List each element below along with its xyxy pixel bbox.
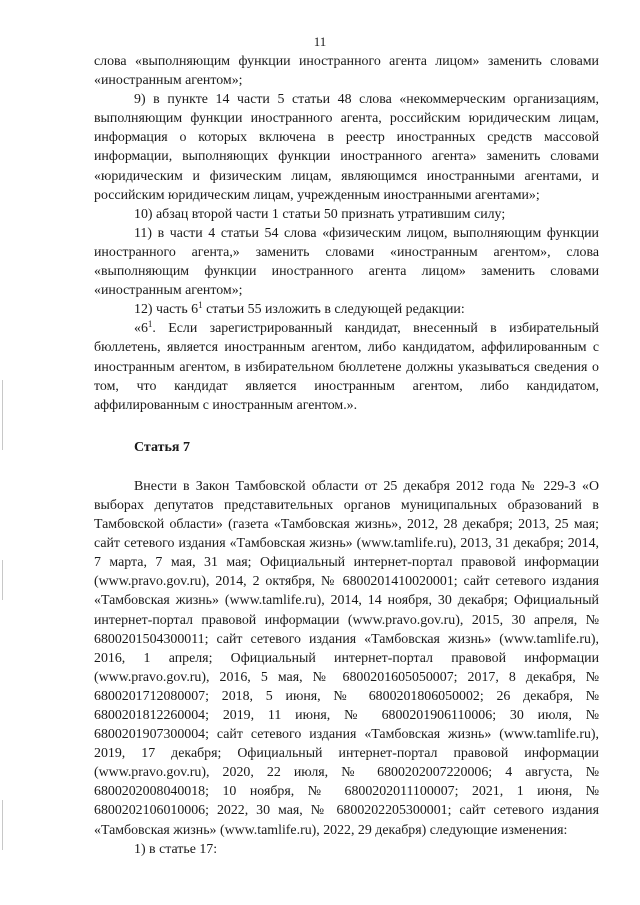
text-run: . Если зарегистрированный кандидат, внесенный в избирательный бюллетень, является иностранным агентом, либо кандидатом, аффилированным с иностранным агентом, в избирательном бюллетене должны указываться сведения о том, что кандидат является иностранным агентом, либо кандидатом, аффилированным с иностранным агентом.». [94, 321, 599, 413]
scan-margin-mark [2, 380, 3, 450]
scan-margin-mark [2, 560, 3, 600]
paragraph-item-10: 10) абзац второй части 1 статьи 50 признать утратившим силу; [134, 206, 506, 222]
text-run: 12) часть 6 [134, 302, 199, 318]
quoted-article-text [94, 319, 599, 414]
paragraph-item-1: 1) в статье 17: [134, 841, 218, 857]
paragraph: слова «выполняющим функции иностранного агента лицом» заменить словами «иностранным агентом»; [94, 54, 599, 89]
text-run: «6 [134, 321, 148, 337]
paragraph-amendment-intro: Внести в Закон Тамбовской области от 25 декабря 2012 года № 229-З «О выборах депутатов представительных органов муниципальных образований в Тамбовской области» (газета «Тамбовская жизнь», 2012, 28 декабря; 2013, 25 мая; сайт сетевого издания «Тамбовская жизнь» (www.tamlife.ru), 2013, 31 декабря; 2014, 7 марта, 7 мая, 31 мая; Официальный интернет-портал правовой информации (www.pravo.gov.ru), 2014, 2 октября, № 6800201410020001; сайт сетевого издания «Тамбовская жизнь» (www.tamlife.ru), 2014, 14 ноября, 30 декабря; Официальный интернет-портал правовой информации (www.pravo.gov.ru), 2015, 30 апреля, № 6800201504300011; сайт сетевого издания «Тамбовская жизнь» (www.tamlife.ru), 2016, 1 апреля; Официальный интернет-портал правовой информации (www.pravo.gov.ru), 2016, 5 мая, № 6800201605050007; 2017, 8 декабря, № 6800201712080007; 2018, 5 июня, № 6800201806050002; 26 декабря, № 6800201812260004; 2019, 11 июня, № 6800201906110006; 30 июля, № 6800201907300004; сайт сетевого издания «Тамбовская жизнь» (www.tamlife.ru), 2019, 17 декабря; Официальный интернет-портал правовой информации (www.pravo.gov.ru), 2020, 22 июля, № 6800202007220006; 4 августа, № 6800202008040018; 10 ноября, № 6800202011100007; 2021, 1 июня, № 6800202106010006; 2022, 30 мая, № 6800202205300001; сайт сетевого издания «Тамбовская жизнь» (www.tamlife.ru), 2022, 29 декабря) следующие изменения: [94, 478, 599, 838]
page-number: 11 [313, 34, 327, 49]
scan-margin-mark [2, 800, 3, 850]
superscript: 1 [147, 319, 153, 330]
superscript: 1 [198, 300, 203, 311]
document-body [94, 52, 599, 859]
paragraph-item-9: 9) в пункте 14 части 5 статьи 48 слова «некоммерческим организациям, выполняющим функции иностранного агента, российским юридическим лицам, информация о которых включена в реестр иностранных средств массовой информации, выполняющих функции иностранного агента» заменить словами «юридическим и физическим лицам, являющимся иностранными агентами, и российским юридическим лицам, учрежденным иностранными агентами»; [94, 92, 599, 203]
paragraph-item-12 [94, 300, 599, 319]
text-run: статьи 55 изложить в следующей редакции: [202, 302, 465, 318]
paragraph-item-11: 11) в части 4 статьи 54 слова «физическим лицом, выполняющим функции иностранного агента,» заменить словами «иностранным агентом», слова «выполняющим функции иностранного агента лицом» заменить словами «иностранным агентом»; [94, 225, 599, 299]
article-heading: Статья 7 [134, 439, 190, 455]
